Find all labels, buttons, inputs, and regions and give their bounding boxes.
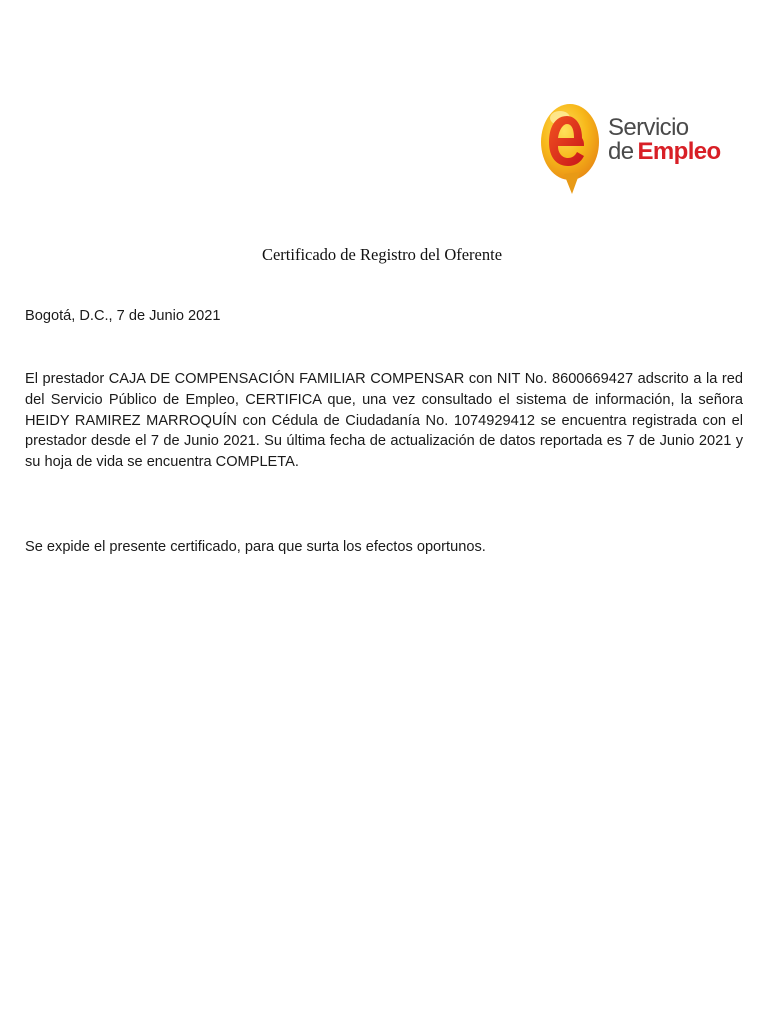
logo-line-servicio: Servicio: [608, 114, 689, 141]
servicio-de-empleo-e-logo-icon: [538, 94, 602, 198]
date-line: Bogotá, D.C., 7 de Junio 2021: [25, 308, 221, 324]
closing-statement: Se expide el presente certificado, para que surta los efectos oportunos.: [25, 539, 486, 555]
certificate-body: El prestador CAJA DE COMPENSACIÓN FAMILIAR COMPENSAR con NIT No. 8600669427 adscrito a la red del Servicio Público de Empleo, CERTIFICA que, una vez consultado el sistema de información, la señora HEIDY RAMIREZ MARROQUÍN con Cédula de Ciudadanía No. 1074929412 se encuentra registrada con el prestador desde el 7 de Junio 2021. Su última fecha de actualización de datos reportada es 7 de Junio 2021 y su hoja de vida se encuentra COMPLETA.: [25, 371, 743, 471]
logo-word-empleo: Empleo: [637, 138, 721, 165]
servicio-de-empleo-logo: [538, 94, 728, 198]
logo-line-de-empleo: [608, 140, 721, 164]
logo-wordmark: [608, 116, 721, 164]
logo-word-de: de: [608, 138, 634, 165]
document-title: Certificado de Registro del Oferente: [261, 245, 503, 264]
